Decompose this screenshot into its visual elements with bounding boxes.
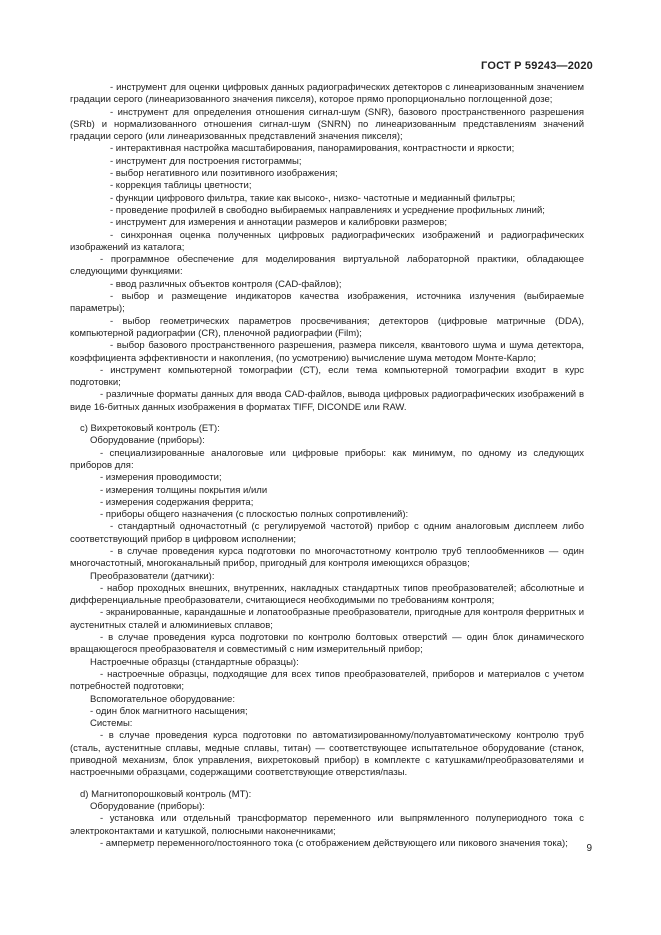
paragraph: - выбор геометрических параметров просвечивания; детекторов (цифровые матричные (DDA), компьютерной радиографии (CR), пленочной радиографии (Film);: [70, 315, 584, 339]
paragraph: - различные форматы данных для ввода CAD-файлов, вывода цифровых радиографических изображений в виде 16-битных данных изображения в форматах TIFF, DICONDE или RAW.: [70, 389, 584, 413]
paragraph: - в случае проведения курса подготовки по автоматизированному/полуавтоматическому контролю труб (сталь, аустенитные сплавы, медные сплавы, титан) — соответствующее испытательное оборудование (станок, приводной механизм, блок управления, вихретоковый прибор) в комплекте с катушками/преобразователями и настроечными образцами, содержащими соответствующие отверстия/пазы.: [70, 730, 584, 779]
paragraph: - выбор базового пространственного разрешения, размера пикселя, квантового шума и шума детектора, коэффициента эффективности и накопления, (по усмотрению) вычисление шума методом Монте-Карло;: [70, 340, 584, 364]
paragraph: - выбор негативного или позитивного изображения;: [110, 168, 338, 180]
paragraph: - в случае проведения курса подготовки по контролю болтовых отверстий — один блок динамического вращающегося преобразователя и совместимый с ним измерительный прибор;: [70, 632, 584, 656]
paragraph: - проведение профилей в свободно выбираемых направлениях и усреднение профильных линий;: [110, 204, 545, 216]
paragraph: - в случае проведения курса подготовки по многочастотному контролю труб теплообменников — один многочастотный, многоканальный прибор, пригодный для контроля имеющихся образцов;: [70, 545, 584, 570]
list-item: - измерения проводимости;: [100, 472, 222, 484]
paragraph: - инструмент для измерения и аннотации размеров и калибровки размеров;: [110, 217, 447, 229]
section-heading-et: c) Вихретоковый контроль (ЕТ):: [80, 423, 220, 435]
subheading: Оборудование (приборы):: [90, 800, 205, 812]
subheading: Системы:: [90, 718, 133, 730]
paragraph: - набор проходных внешних, внутренних, накладных стандартных типов преобразователей; абсолютные и дифференциальные преобразователи, считающиеся необходимыми по требованиям контроля;: [70, 582, 584, 607]
paragraph: - инструмент для построения гистограммы;: [110, 155, 302, 167]
paragraph: - синхронная оценка полученных цифровых радиографических изображений и радиографических изображений из каталога;: [70, 229, 584, 253]
paragraph: - инструмент для оценки цифровых данных радиографических детекторов с линеаризованным значением градации серого (линеаризованного значения пикселя), которое прямо пропорционально поглощенной дозе;: [70, 82, 584, 106]
paragraph: - выбор и размещение индикаторов качества изображения, источника излучения (выбираемые параметры);: [70, 291, 584, 315]
paragraph: - амперметр переменного/постоянного тока (с отображением действующего или пикового значения тока);: [100, 837, 568, 849]
paragraph: - приборы общего назначения (с плоскостью полных сопротивлений):: [100, 509, 409, 521]
paragraph: - инструмент для определения отношения сигнал-шум (SNR), базового пространственного разрешения (SRb) и нормализованного отношения сигнал-шум (SNRN) по линеаризованным представлениям значений градации серого (или линеаризованных представлений значения пикселя);: [70, 106, 584, 143]
paragraph: - инструмент компьютерной томографии (СТ), если тема компьютерной томографии входит в курс подготовки;: [70, 364, 584, 389]
list-item: - измерения содержания феррита;: [100, 496, 254, 508]
paragraph: - программное обеспечение для моделирования виртуальной лабораторной практики, обладающее следующими функциями:: [70, 254, 584, 278]
subheading: Преобразователи (датчики):: [90, 570, 215, 582]
paragraph: - интерактивная настройка масштабирования, панорамирования, контрастности и яркости;: [110, 143, 515, 155]
paragraph: - ввод различных объектов контроля (CAD-файлов);: [110, 278, 342, 290]
paragraph: - экранированные, карандашные и лопатообразные преобразователи, пригодные для контроля ферритных и аустенитных сталей и алюминиевых сплавов;: [70, 607, 584, 631]
subheading: Вспомогательное оборудование:: [90, 693, 235, 705]
document-code-header: ГОСТ Р 59243—2020: [481, 60, 593, 72]
paragraph: - установка или отдельный трансформатор переменного или выпрямленного полупериодного тока с электроконтактами и катушкой, полюсными наконечниками;: [70, 813, 584, 837]
paragraph: - коррекция таблицы цветности;: [110, 180, 252, 192]
paragraph: - специализированные аналоговые или цифровые приборы: как минимум, по одному из следующих приборов для:: [70, 447, 584, 471]
paragraph: - функции цифрового фильтра, такие как высоко-, низко- частотные и медианный фильтры;: [110, 192, 516, 204]
list-item: - измерения толщины покрытия и/или: [100, 484, 268, 496]
subheading: Оборудование (приборы):: [90, 435, 205, 447]
list-item: - один блок магнитного насыщения;: [90, 705, 248, 717]
page-number: 9: [586, 843, 592, 854]
subheading: Настроечные образцы (стандартные образцы):: [90, 656, 299, 668]
document-body: [70, 82, 584, 850]
section-heading-mt: d) Магнитопорошковый контроль (МТ):: [80, 788, 252, 800]
paragraph: - стандартный одночастотный (с регулируемой частотой) прибор с одним аналоговым дисплеем либо соответствующий прибор в цифровом исполнении;: [70, 521, 584, 545]
paragraph: - настроечные образцы, подходящие для всех типов преобразователей, приборов и материалов с учетом потребностей подготовки;: [70, 668, 584, 693]
